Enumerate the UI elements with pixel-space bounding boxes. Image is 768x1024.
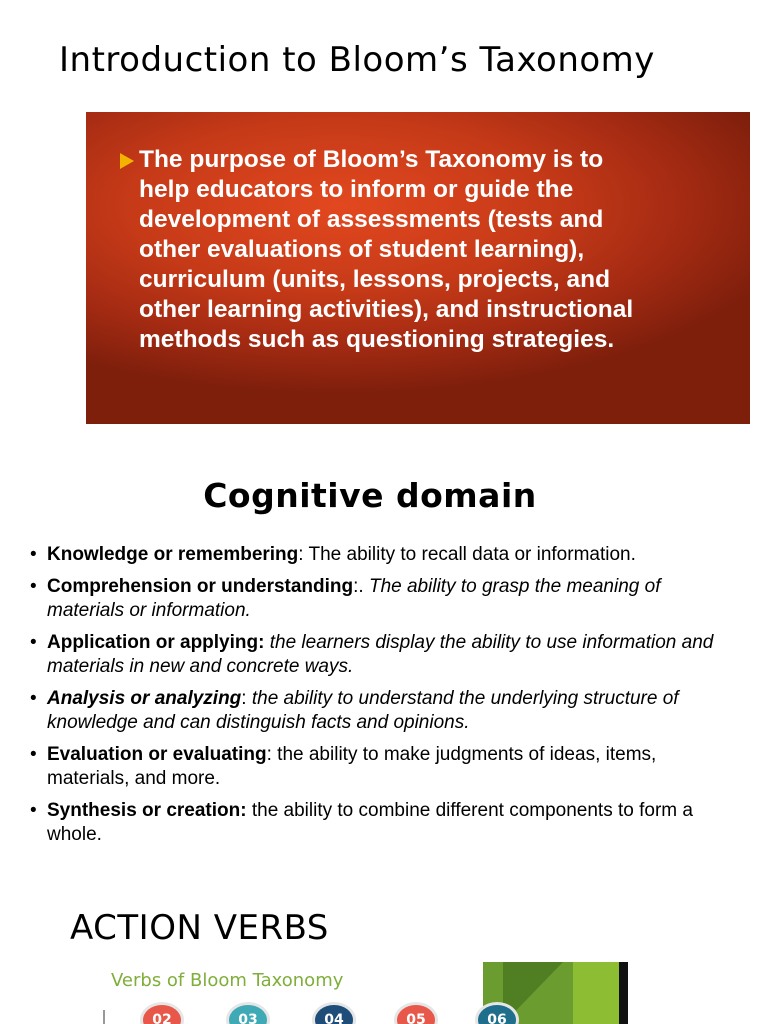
list-item xyxy=(30,799,720,847)
bullet-dot-icon: • xyxy=(30,544,37,565)
step-number-badge: 02 xyxy=(140,1002,184,1024)
bullet-separator: : xyxy=(298,544,309,565)
bullet-term: Analysis or analyzing xyxy=(47,688,242,709)
verbs-image-title: Verbs of Bloom Taxonomy xyxy=(111,970,344,991)
bullet-description: the learners display the ability to use information and materials in new and concrete ways. xyxy=(47,632,714,677)
bullet-dot-icon: • xyxy=(30,800,37,821)
bullet-separator: : xyxy=(241,688,252,709)
list-item xyxy=(30,687,720,735)
step-number-badge: 04 xyxy=(312,1002,356,1024)
action-verbs-image xyxy=(103,962,628,1024)
bullet-term: Synthesis or creation: xyxy=(47,800,247,821)
list-item xyxy=(30,543,720,567)
bullet-separator: : xyxy=(266,744,278,765)
slide-title-introduction: Introduction to Bloom’s Taxonomy xyxy=(59,40,655,80)
step-number-badge: 05 xyxy=(394,1002,438,1024)
bullet-term: Knowledge or remembering xyxy=(47,544,299,565)
bullet-description: the ability to make judgments of ideas, items, materials, and more. xyxy=(47,744,657,789)
bullet-term: Application or applying: xyxy=(47,632,265,653)
bullet-dot-icon: • xyxy=(30,576,37,597)
step-number-badge: 03 xyxy=(226,1002,270,1024)
slide-title-cognitive-domain: Cognitive domain xyxy=(203,476,537,515)
bullet-dot-icon: • xyxy=(30,744,37,765)
bullet-dot-icon: • xyxy=(30,632,37,653)
slide-title-action-verbs: ACTION VERBS xyxy=(70,908,329,948)
bullet-description: the ability to understand the underlying structure of knowledge and can distinguish facts and opinions. xyxy=(47,688,679,733)
bullet-description: The ability to grasp the meaning of materials or information. xyxy=(47,576,661,621)
list-item xyxy=(30,743,720,791)
list-item xyxy=(30,631,720,679)
step-number-badge: 06 xyxy=(475,1002,519,1024)
purpose-banner-image xyxy=(86,112,750,424)
bullet-description: the ability to combine different components to form a whole. xyxy=(47,800,693,845)
bullet-term: Evaluation or evaluating xyxy=(47,744,267,765)
divider xyxy=(103,1010,105,1024)
bullet-separator: :. xyxy=(353,576,369,597)
triangle-bullet-icon xyxy=(120,153,134,169)
list-item xyxy=(30,575,720,623)
bullet-term: Comprehension or understanding xyxy=(47,576,354,597)
bullet-description: The ability to recall data or information. xyxy=(308,544,636,565)
bullet-dot-icon: • xyxy=(30,688,37,709)
cognitive-domain-list xyxy=(30,543,720,855)
banner-text: The purpose of Bloom’s Taxonomy is to help educators to inform or guide the development of assessments (tests and other evaluations of student learning), curriculum (units, lessons, projects, and other learning activities), and instructional methods such as questioning strategies. xyxy=(139,146,634,353)
